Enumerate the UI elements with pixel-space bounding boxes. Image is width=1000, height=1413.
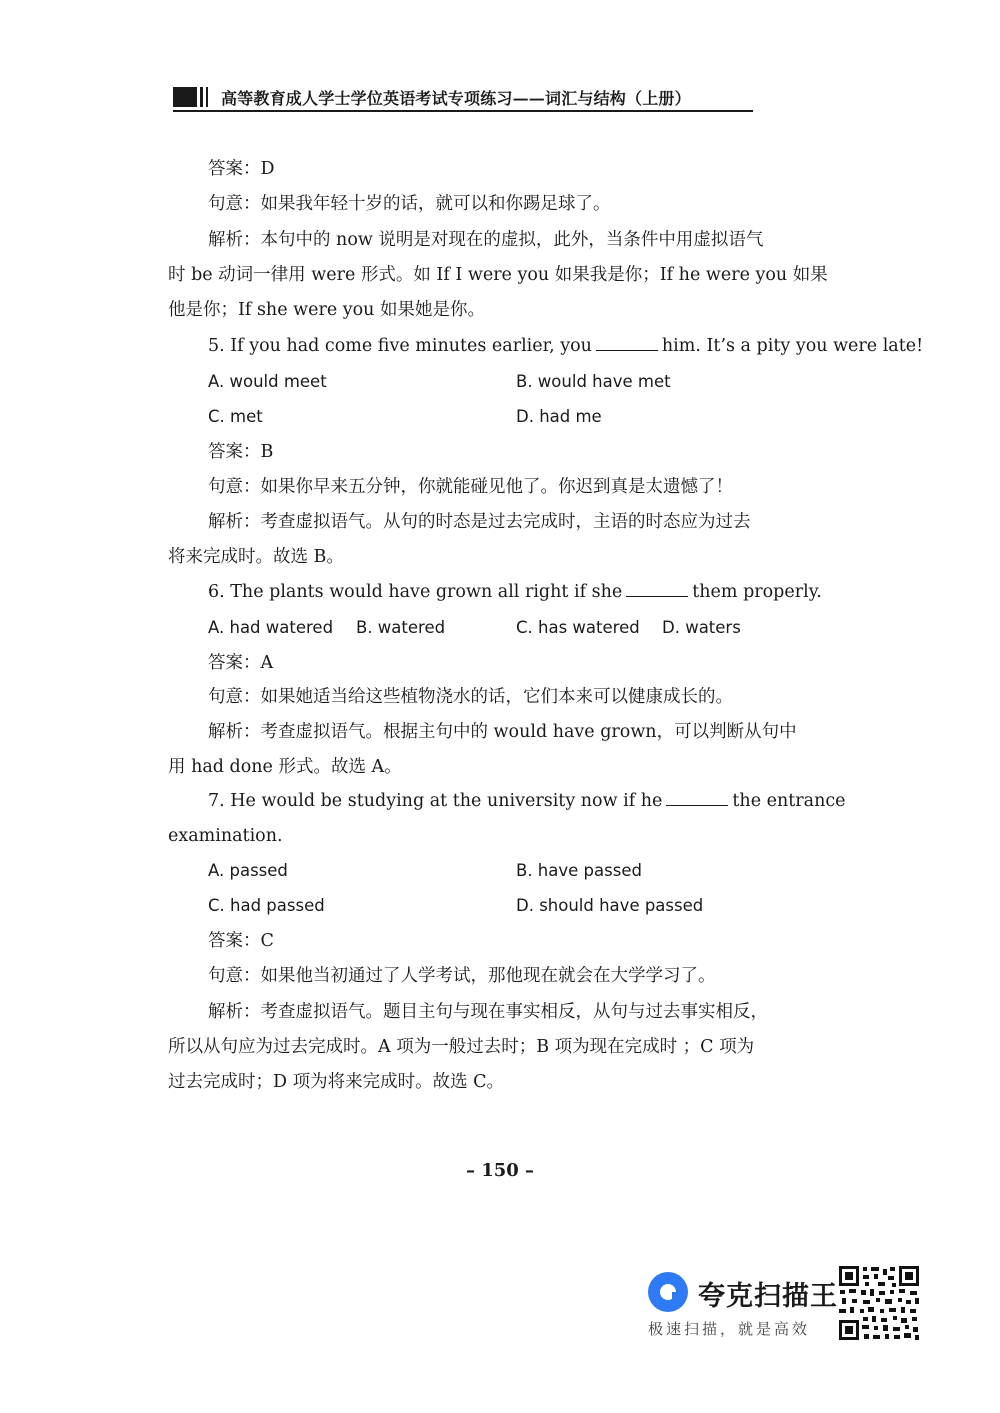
- scanner-logo-icon: [648, 1272, 688, 1312]
- q7-analysis-line: 所以从句应为过去完成时。A 项为一般过去时；B 项为现在完成时 ；C 项为: [168, 1037, 755, 1057]
- q5-answer: 答案：B: [208, 442, 274, 462]
- answer-blank: [626, 582, 688, 597]
- q7-option-c: C. had passed: [208, 896, 325, 915]
- q7-stem-end: the entrance: [732, 791, 846, 811]
- q7-stem-start: 7. He would be studying at the university now if he: [208, 791, 663, 811]
- q5-analysis-line: 将来完成时。故选 B。: [168, 547, 344, 567]
- q6-stem: [208, 581, 822, 603]
- page-number: – 150 –: [465, 1160, 535, 1181]
- q6-stem-start: 6. The plants would have grown all right if she: [208, 582, 623, 602]
- q6-option-b: B. watered: [356, 618, 446, 637]
- q5-stem-end: him. It’s a pity you were late!: [661, 336, 924, 356]
- header-bar-mark: [206, 87, 208, 107]
- q7-analysis-line: 解析：考查虚拟语气。题目主句与现在事实相反，从句与过去事实相反，: [208, 1002, 768, 1022]
- q7-meaning: 句意：如果他当初通过了人学考试，那他现在就会在大学学习了。: [208, 966, 716, 986]
- q5-stem-start: 5. If you had come five minutes earlier, you: [208, 336, 592, 356]
- q6-answer: 答案：A: [208, 653, 274, 673]
- answer-blank: [666, 791, 728, 806]
- q6-meaning: 句意：如果她适当给这些植物浇水的话，它们本来可以健康成长的。: [208, 687, 733, 707]
- header-bar-mark: [200, 87, 203, 107]
- header-block-mark: [173, 87, 197, 107]
- q7-option-a: A. passed: [208, 861, 288, 880]
- q4-analysis-line: 解析：本句中的 now 说明是对现在的虚拟，此外，当条件中用虚拟语气: [208, 230, 764, 250]
- q4-analysis-line: 他是你；If she were you 如果她是你。: [168, 300, 485, 320]
- q5-meaning: 句意：如果你早来五分钟，你就能碰见他了。你迟到真是太遗憾了！: [208, 477, 733, 497]
- q5-analysis-line: 解析：考查虚拟语气。从句的时态是过去完成时，主语的时态应为过去: [208, 512, 751, 532]
- q5-option-b: B. would have met: [516, 372, 671, 391]
- q4-meaning: 句意：如果我年轻十岁的话，就可以和你踢足球了。: [208, 194, 611, 214]
- q5-option-d: D. had me: [516, 407, 602, 426]
- q7-option-d: D. should have passed: [516, 896, 704, 915]
- q6-analysis-line: 用 had done 形式。故选 A。: [168, 757, 402, 777]
- q6-option-a: A. had watered: [208, 618, 334, 637]
- q7-stem: [208, 790, 846, 812]
- watermark-app-name: 夸克扫描王: [698, 1281, 838, 1312]
- q7-analysis-line: 过去完成时；D 项为将来完成时。故选 C。: [168, 1072, 505, 1092]
- q5-option-a: A. would meet: [208, 372, 327, 391]
- q7-option-b: B. have passed: [516, 861, 642, 880]
- q6-analysis-line: 解析：考查虚拟语气。根据主句中的 would have grown，可以判断从句中: [208, 722, 797, 742]
- q7-answer: 答案：C: [208, 931, 274, 951]
- q5-option-c: C. met: [208, 407, 263, 426]
- header-title: 高等教育成人学士学位英语考试专项练习——词汇与结构（上册）: [221, 89, 691, 108]
- q5-stem: [208, 335, 923, 357]
- qr-code-icon: [838, 1265, 920, 1341]
- q4-analysis-line: 时 be 动词一律用 were 形式。如 If I were you 如果我是你；If he were you 如果: [168, 265, 828, 285]
- q6-stem-end: them properly.: [692, 582, 822, 602]
- q4-answer: 答案：D: [208, 159, 275, 179]
- watermark-slogan: 极速扫描，就是高效: [648, 1320, 811, 1338]
- q7-stem-continued: examination.: [168, 826, 283, 846]
- running-header: [173, 78, 753, 114]
- q6-option-d: D. waters: [662, 618, 741, 637]
- header-rule: [173, 110, 753, 112]
- answer-blank: [596, 336, 658, 351]
- q6-option-c: C. has watered: [516, 618, 640, 637]
